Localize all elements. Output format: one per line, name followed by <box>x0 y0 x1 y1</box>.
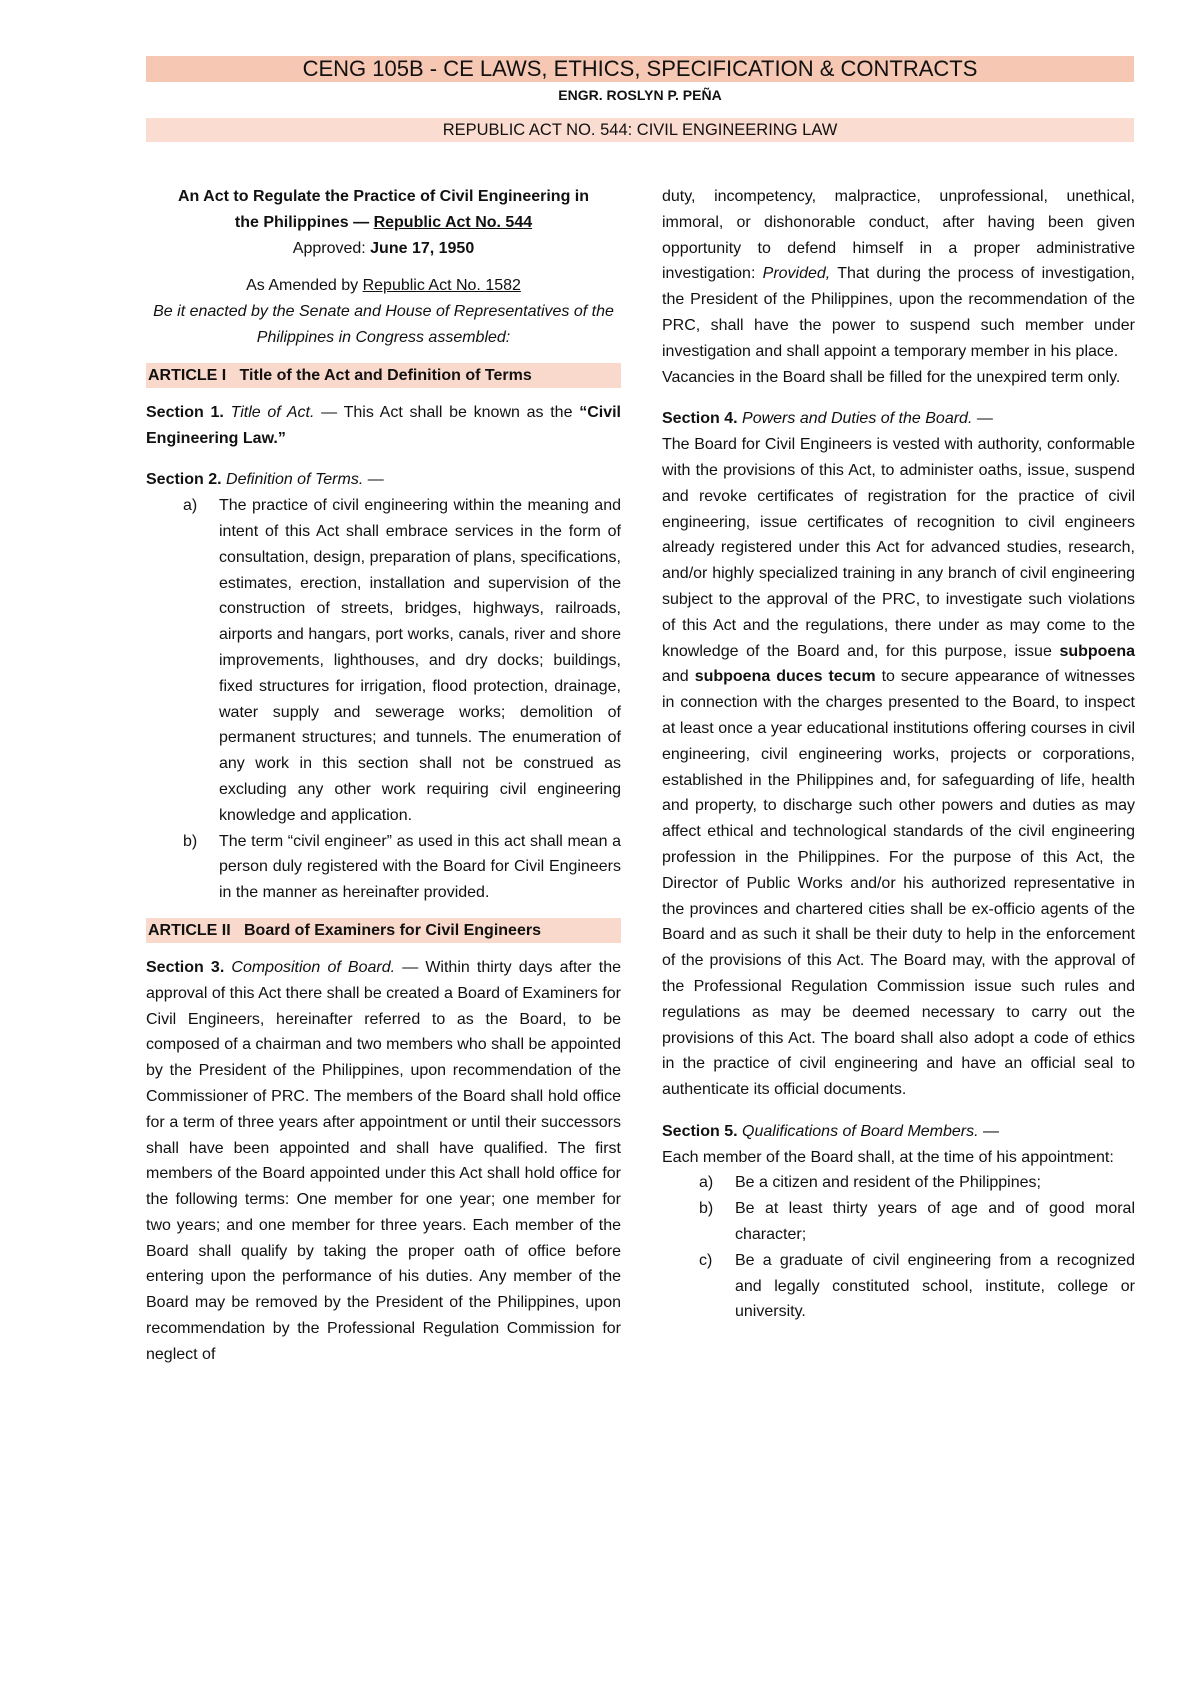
ra-544-link[interactable]: Republic Act No. 544 <box>373 213 533 231</box>
left-column <box>146 184 621 1368</box>
section-3-continued: duty, incompetency, malpractice, unprofessional, unethical, immoral, or dishonorable conduct, after having been given opportunity to defend himself in a proper administrative investigation: Provided, That during the process of investigation, the President of the Philippines, upon the recommendation of the PRC, shall have the power to suspend such member under investigation and shall appoint a temporary member in his place. <box>662 188 1135 360</box>
section-1: Section 1. Title of Act. — This Act shall be known as the “Civil Engineering Law.” <box>146 403 621 447</box>
list-item: a) Be a citizen and resident of the Philippines; <box>699 1174 1041 1192</box>
approved-date: Approved: June 17, 1950 <box>292 239 475 257</box>
act-title: An Act to Regulate the Practice of Civil Engineering in the Philippines — Republic Act No. 544 <box>177 188 590 231</box>
section-5-list <box>662 1170 1135 1325</box>
section-4-body: The Board for Civil Engineers is vested with authority, conformable with the provisions of this Act, to administer oaths, issue, suspend and revoke certificates of registration for the practice of civil engineering, issue certificates of recognition to civil engineers already registered under this Act for advanced studies, research, and/or highly specialized training in any branch of civil engineering subject to the approval of the PRC, to investigate such violations of this Act and the regulations, there under as may come to the knowledge of the Board and, for this purpose, issue subpoena and subpoena duces tecum to secure appearance of witnesses in connection with the charges presented to the Board, to inspect at least once a year educational institutions offering courses in civil engineering, civil engineering works, projects or corporations, established in the Philippines and, for safeguarding of life, health and property, to discharge such other powers and duties as may affect ethical and technological standards of the civil engineering profession in the Philippines. For the purpose of this Act, the Director of Public Works and/or his authorized representative in the provinces and chartered cities shall be ex-officio agents of the Board and as such it shall be their duty to help in the enforcement of the provisions of this Act. The Board may, with the approval of the Professional Regulation Commission issue such rules and regulations as may be deemed necessary to carry out the provisions of this Act. The board shall also adopt a code of ethics in the practice of civil engineering and have an official seal to authenticate its official documents. <box>662 436 1136 1099</box>
section-5-intro: Each member of the Board shall, at the time of his appointment: <box>662 1148 1114 1166</box>
section-5-heading: Section 5. Qualifications of Board Members. — <box>662 1122 1000 1140</box>
instructor-name: ENGR. ROSLYN P. PEÑA <box>558 87 722 103</box>
right-column <box>662 184 1135 1325</box>
section-3-vacancies: Vacancies in the Board shall be filled for the unexpired term only. <box>662 368 1121 386</box>
list-item: a) The practice of civil engineering within the meaning and intent of this Act shall embrace services in the form of consultation, design, preparation of plans, specifications, estimates, erection, installation and supervision of the construction of streets, bridges, highways, railroads, airports and hangars, port works, canals, river and shore improvements, lighthouses, and dry docks; buildings, fixed structures for irrigation, flood protection, drainage, water supply and sewerage works; demolition of permanent structures; and tunnels. The enumeration of any work in this section shall not be construed as excluding any other work requiring civil engineering knowledge and application. <box>183 497 621 824</box>
section-3: Section 3. Composition of Board. — Within thirty days after the approval of this Act there shall be created a Board of Examiners for Civil Engineers, hereinafter referred to as the Board, to be composed of a chairman and two members who shall be appointed by the President of the Philippines, upon recommendation of the Commissioner of PRC. The members of the Board shall hold office for a term of three years after appointment or until their successors shall have been appointed and shall have qualified. The first members of the Board appointed under this Act shall hold office for the following terms: One member for one year; one member for two years; and one member for three years. Each member of the Board shall qualify by taking the proper oath of office before entering upon the performance of his duties. Any member of the Board may be removed by the President of the Philippines, upon recommendation by the Professional Regulation Commission for neglect of <box>146 958 621 1363</box>
act-title-banner: REPUBLIC ACT NO. 544: CIVIL ENGINEERING LAW <box>146 118 1134 142</box>
list-item: c) Be a graduate of civil engineering from a recognized and legally constituted school, institute, college or university. <box>699 1251 1135 1321</box>
list-item: b) Be at least thirty years of age and of good moral character; <box>699 1200 1135 1244</box>
section-2-list <box>146 493 621 906</box>
article-1-heading: ARTICLE I Title of the Act and Definition of Terms <box>146 363 621 388</box>
ra-1582-link[interactable]: Republic Act No. 1582 <box>362 277 521 295</box>
section-2-heading: Section 2. Definition of Terms. — <box>146 471 384 489</box>
article-2-heading: ARTICLE II Board of Examiners for Civil Engineers <box>146 918 621 943</box>
enacting-clause: Be it enacted by the Senate and House of Representatives of the Philippines in Congress assembled: <box>153 303 614 346</box>
course-banner: CENG 105B - CE LAWS, ETHICS, SPECIFICATION & CONTRACTS <box>146 56 1134 82</box>
section-4-heading: Section 4. Powers and Duties of the Board. — <box>662 410 993 428</box>
list-item: b) The term “civil engineer” as used in this act shall mean a person duly registered with the Board for Civil Engineers in the manner as hereinafter provided. <box>183 832 621 902</box>
amended-by: As Amended by Republic Act No. 1582 <box>246 277 521 295</box>
